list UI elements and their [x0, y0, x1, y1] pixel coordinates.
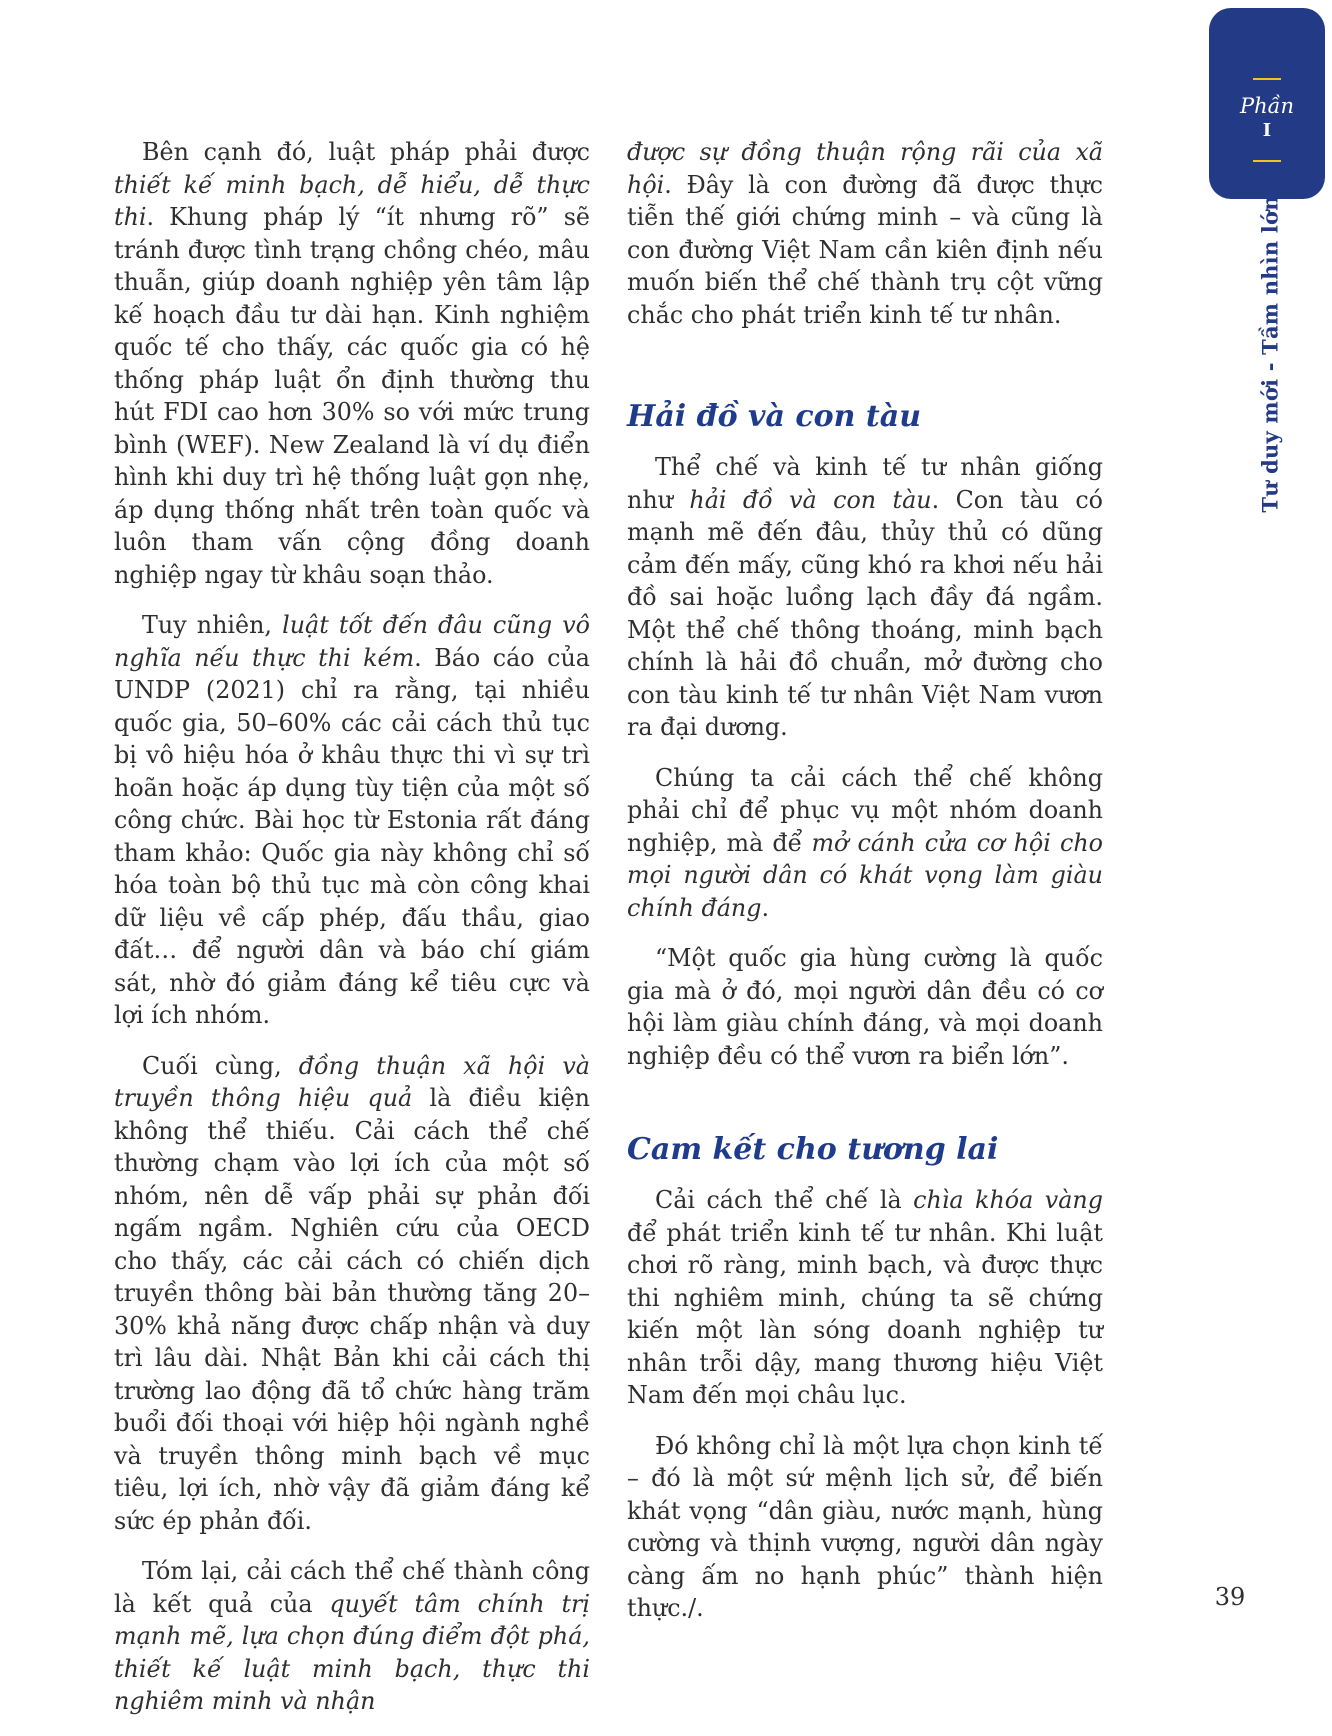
part-tab — [1209, 8, 1325, 199]
tab-divider-bottom — [1253, 160, 1281, 162]
text: . Con tàu có mạnh mẽ đến đâu, thủy thủ có dũng cảm đến mấy, cũng khó ra khơi nếu hải đồ sai hoặc luồng lạch đầy đá ngầm. Một thể chế thông thoáng, minh bạch chính là hải đồ chuẩn, mở đường cho con tàu kinh tế tư nhân Việt Nam vươn ra đại dương. — [627, 485, 1103, 741]
left-column — [114, 136, 590, 1736]
text: là điều kiện không thể thiếu. Cải cách thể chế thường chạm vào lợi ích của một số nhóm, nên dễ vấp phải sự phản đối ngấm ngầm. Nghiên cứu của OECD cho thấy, các cải cách có chiến dịch truyền thông bài bản thường tăng 20–30% khả năng được chấp nhận và duy trì lâu dài. Nhật Bản khi cải cách thị trường lao động đã tổ chức hàng trăm buổi đối thoại với hiệp hội ngành nghề và truyền thông minh bạch về mục tiêu, lợi ích, nhờ vậy đã giảm đáng kể sức ép phản đối. — [114, 1084, 590, 1535]
emphasis-text: thiết kế minh bạch, dễ hiểu, dễ thực thi — [114, 170, 590, 231]
section-side-caption: Tư duy mới - Tầm nhìn lớn — [1257, 195, 1283, 513]
paragraph-mission: Đó không chỉ là một lựa chọn kinh tế – đó là một sứ mệnh lịch sử, để biến khát vọng “dân giàu, nước mạnh, hùng cường và thịnh vượng, người dân ngày càng ấm no hạnh phúc” thành hiện thực./. — [627, 1431, 1103, 1622]
emphasis-text: mở cánh cửa cơ hội cho mọi người dân có khát vọng làm giàu chính đáng — [627, 828, 1103, 922]
paragraph-law-design — [114, 136, 590, 591]
part-label: Phần — [1239, 94, 1295, 118]
text: Tuy nhiên, — [142, 611, 283, 639]
part-number: I — [1262, 120, 1272, 141]
emphasis-text: quyết tâm chính trị mạnh mẽ, lựa chọn đúng điểm đột phá, thiết kế luật minh bạch, thực thi nghiêm minh và nhận — [114, 1589, 590, 1715]
section-heading-map-and-ship: Hải đồ và con tàu — [627, 399, 922, 434]
paragraph-continuation — [627, 136, 1103, 331]
emphasis-text: luật tốt đến đâu cũng vô nghĩa nếu thực thi kém — [114, 611, 590, 672]
text: Bên cạnh đó, luật pháp phải được — [142, 138, 590, 166]
emphasis-text: được sự đồng thuận rộng rãi của xã hội — [627, 138, 1103, 199]
text: Cải cách thể chế là — [655, 1186, 914, 1214]
text: . — [761, 893, 770, 922]
paragraph-summary — [114, 1555, 590, 1718]
text: để phát triển kinh tế tư nhân. Khi luật chơi rõ ràng, minh bạch, và được thực thi nghiêm minh, chúng ta sẽ chứng kiến một làn sóng doanh nghiệp tư nhân trỗi dậy, mang thương hiệu Việt Nam đến mọi châu lục. — [627, 1218, 1103, 1409]
text: . Báo cáo của UNDP (2021) chỉ ra rằng, tại nhiều quốc gia, 50–60% các cải cách thủ tục bị vô hiệu hóa ở khâu thực thi vì sự trì hoãn hoặc áp dụng tùy tiện của một số công chức. Bài học từ Estonia rất đáng tham khảo: Quốc gia này không chỉ số hóa toàn bộ thủ tục mà còn công khai dữ liệu về cấp phép, đấu thầu, giao đất… để người dân và báo chí giám sát, nhờ đó giảm đáng kể tiêu cực và lợi ích nhóm. — [114, 643, 590, 1029]
text: Tóm lại, cải cách thể chế thành công là kết quả của — [114, 1557, 590, 1618]
paragraph-quote: “Một quốc gia hùng cường là quốc gia mà ở đó, mọi người dân đều có cơ hội làm giàu chính đáng, và mọi doanh nghiệp đều có thể vươn ra biển lớn”. — [627, 944, 1103, 1070]
paragraph-golden-key — [627, 1184, 1103, 1412]
paragraph-opportunity — [627, 762, 1103, 925]
right-column — [627, 136, 1103, 1643]
page-number: 39 — [1214, 1583, 1246, 1611]
text: Thể chế và kinh tế tư nhân giống như — [627, 453, 1103, 514]
tab-divider-top — [1253, 78, 1281, 80]
section-heading-commitment: Cam kết cho tương lai — [627, 1132, 999, 1167]
text: Chúng ta cải cách thể chế không phải chỉ để phục vụ một nhóm doanh nghiệp, mà để — [627, 763, 1103, 857]
text: Cuối cùng, — [142, 1051, 299, 1080]
emphasis-text: đồng thuận xã hội và truyền thông hiệu quả — [114, 1051, 590, 1112]
emphasis-text: hải đồ và con tàu — [689, 485, 932, 514]
emphasis-text: chìa khóa vàng — [913, 1186, 1103, 1214]
text: . Đây là con đường đã được thực tiễn thế giới chứng minh – và cũng là con đường Việt Nam cần kiên định nếu muốn biến thể chế thành trụ cột vững chắc cho phát triển kinh tế tư nhân. — [627, 170, 1103, 329]
text: . Khung pháp lý “ít nhưng rõ” sẽ tránh được tình trạng chồng chéo, mâu thuẫn, giúp doanh nghiệp yên tâm lập kế hoạch đầu tư dài hạn. Kinh nghiệm quốc tế cho thấy, các quốc gia có hệ thống pháp luật ổn định thường thu hút FDI cao hơn 30% so với mức trung bình (WEF). New Zealand là ví dụ điển hình khi duy trì hệ thống luật gọn nhẹ, áp dụng thống nhất trên toàn quốc và luôn tham vấn cộng đồng doanh nghiệp ngay từ khâu soạn thảo. — [114, 203, 590, 589]
paragraph-consensus — [114, 1050, 590, 1538]
paragraph-map-ship — [627, 451, 1103, 744]
paragraph-enforcement — [114, 609, 590, 1032]
